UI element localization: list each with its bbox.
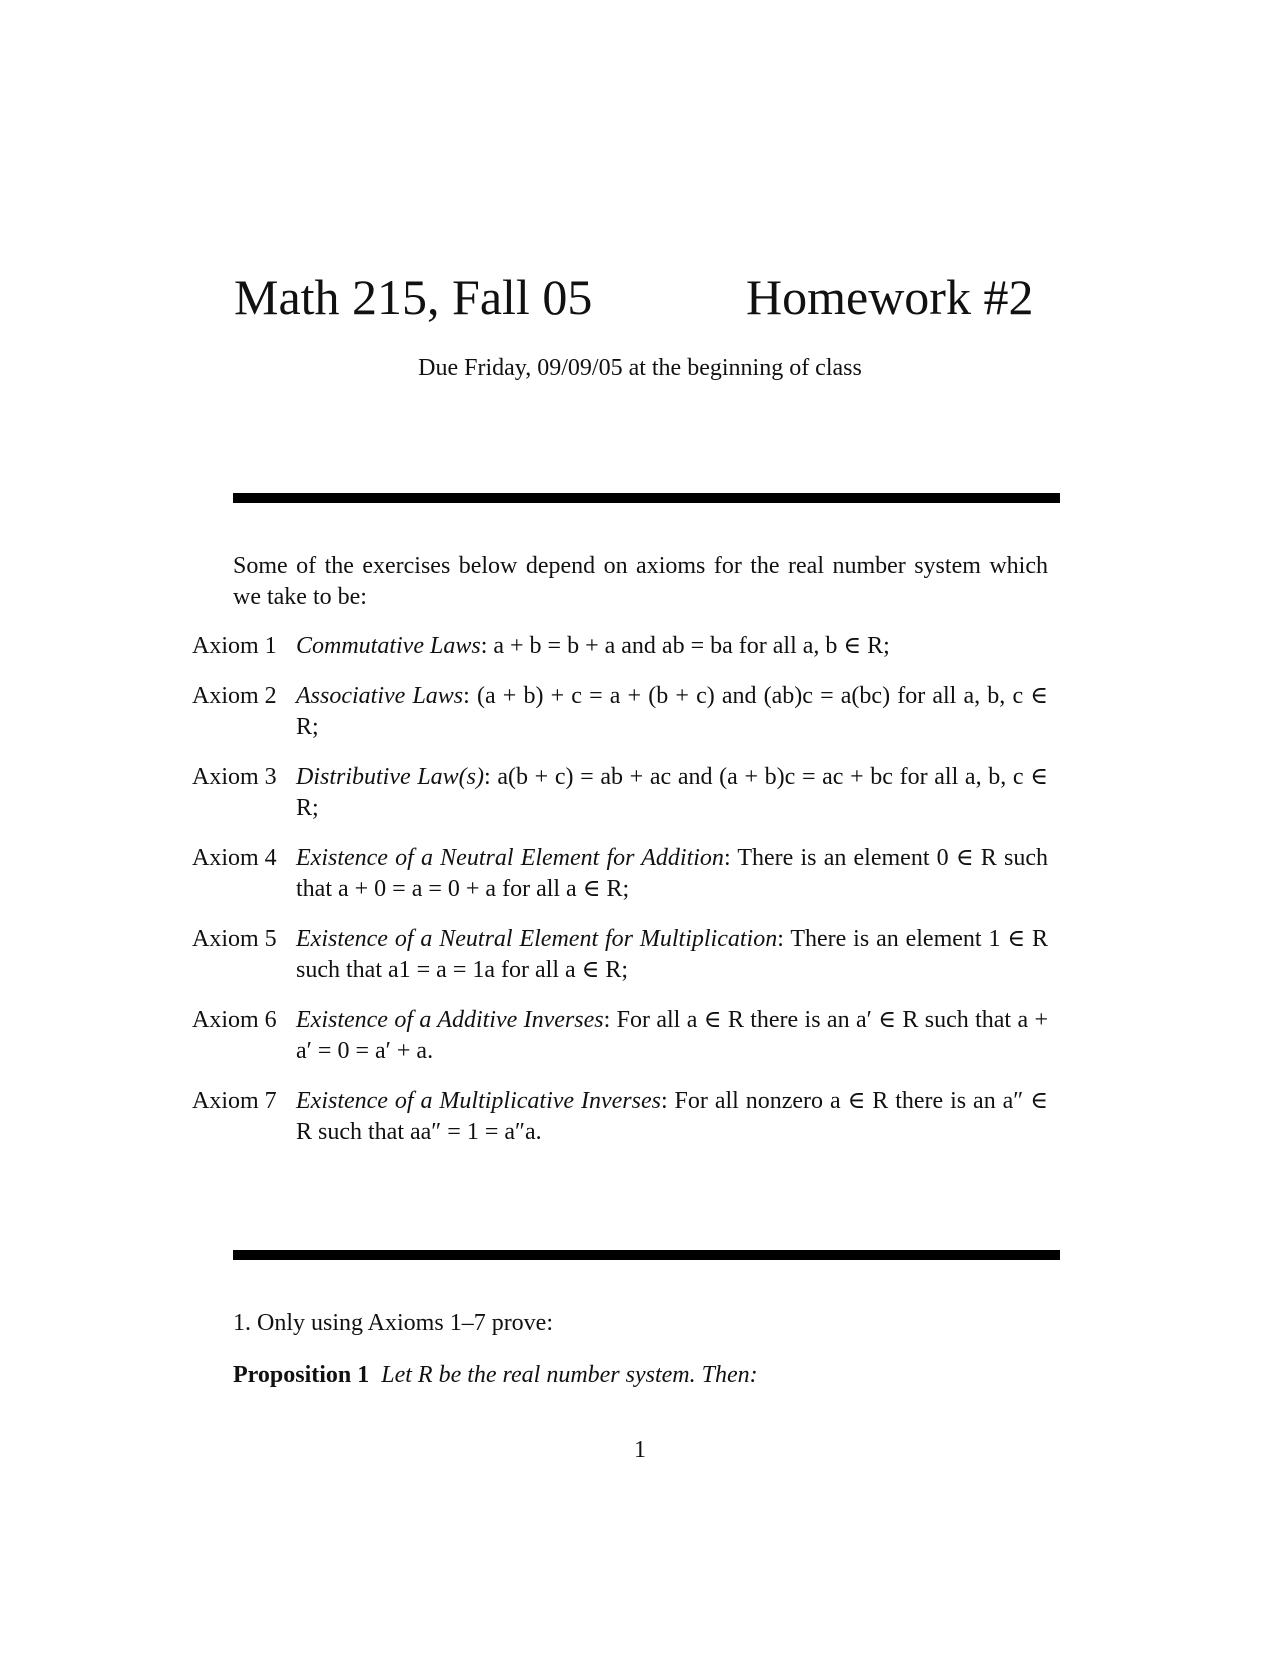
axiom-label: Axiom 1 [192,633,277,659]
axiom-statement: : There is an element 0 ∈ R such that a + 0 = a = 0 + a for all a ∈ R; [296,845,1048,902]
axiom-body [296,843,1048,905]
proposition-1 [233,1363,758,1387]
axiom-label: Axiom 4 [192,845,277,871]
axiom-name: Distributive Law(s) [296,764,484,790]
axiom-label: Axiom 6 [192,1007,277,1033]
page-number: 1 [634,1437,646,1463]
axiom-statement: : a + b = b + a and ab = ba for all a, b ∈ R; [480,633,890,659]
axiom-statement: : a(b + c) = ab + ac and (a + b)c = ac + bc for all a, b, c ∈ R; [296,764,1048,821]
axiom-statement: : There is an element 1 ∈ R such that a1 = a = 1a for all a ∈ R; [296,926,1048,983]
exercise-1: 1. Only using Axioms 1–7 prove: [233,1310,554,1336]
axiom-statement: : For all a ∈ R there is an a′ ∈ R such that a + a′ = 0 = a′ + a. [296,1007,1048,1064]
axiom-label: Axiom 5 [192,926,277,952]
course-title: Math 215, Fall 05 [234,269,593,325]
axiom-body [296,924,1048,986]
axiom-label: Axiom 3 [192,764,277,790]
intro-paragraph: Some of the exercises below depend on axioms for the real number system which we take to be: [233,553,1048,610]
axiom-name: Commutative Laws [296,633,481,659]
axiom-item [192,681,1048,743]
axiom-list [192,631,1048,1167]
axiom-name: Existence of a Multiplicative Inverses [296,1088,661,1114]
axiom-statement: : (a + b) + c = a + (b + c) and (ab)c = a(bc) for all a, b, c ∈ R; [296,683,1049,740]
horizontal-rule-bottom [233,1250,1060,1260]
proposition-text: Let R be the real number system. Then: [381,1362,758,1388]
due-date: Due Friday, 09/09/05 at the beginning of class [418,355,862,381]
axiom-item [192,631,1048,662]
axiom-item [192,843,1048,905]
axiom-item [192,924,1048,986]
assignment-title: Homework #2 [746,269,1034,325]
proposition-label: Proposition 1 [233,1362,370,1388]
axiom-name: Existence of a Neutral Element for Multiplication [296,926,778,952]
horizontal-rule-top [233,493,1060,503]
axiom-item [192,762,1048,824]
axiom-body [296,762,1048,824]
axiom-name: Existence of a Neutral Element for Addition [296,845,724,871]
axiom-label: Axiom 7 [192,1088,277,1114]
axiom-item [192,1086,1048,1148]
axiom-body [296,1086,1048,1148]
axiom-statement: : For all nonzero a ∈ R there is an a″ ∈ R such that aa″ = 1 = a″a. [296,1088,1048,1145]
axiom-item [192,1005,1048,1067]
axiom-body [296,681,1048,743]
axiom-name: Existence of a Additive Inverses [296,1007,604,1033]
axiom-label: Axiom 2 [192,683,277,709]
axiom-name: Associative Laws [296,683,464,709]
axiom-body [296,1005,1048,1067]
axiom-body [296,631,1048,662]
